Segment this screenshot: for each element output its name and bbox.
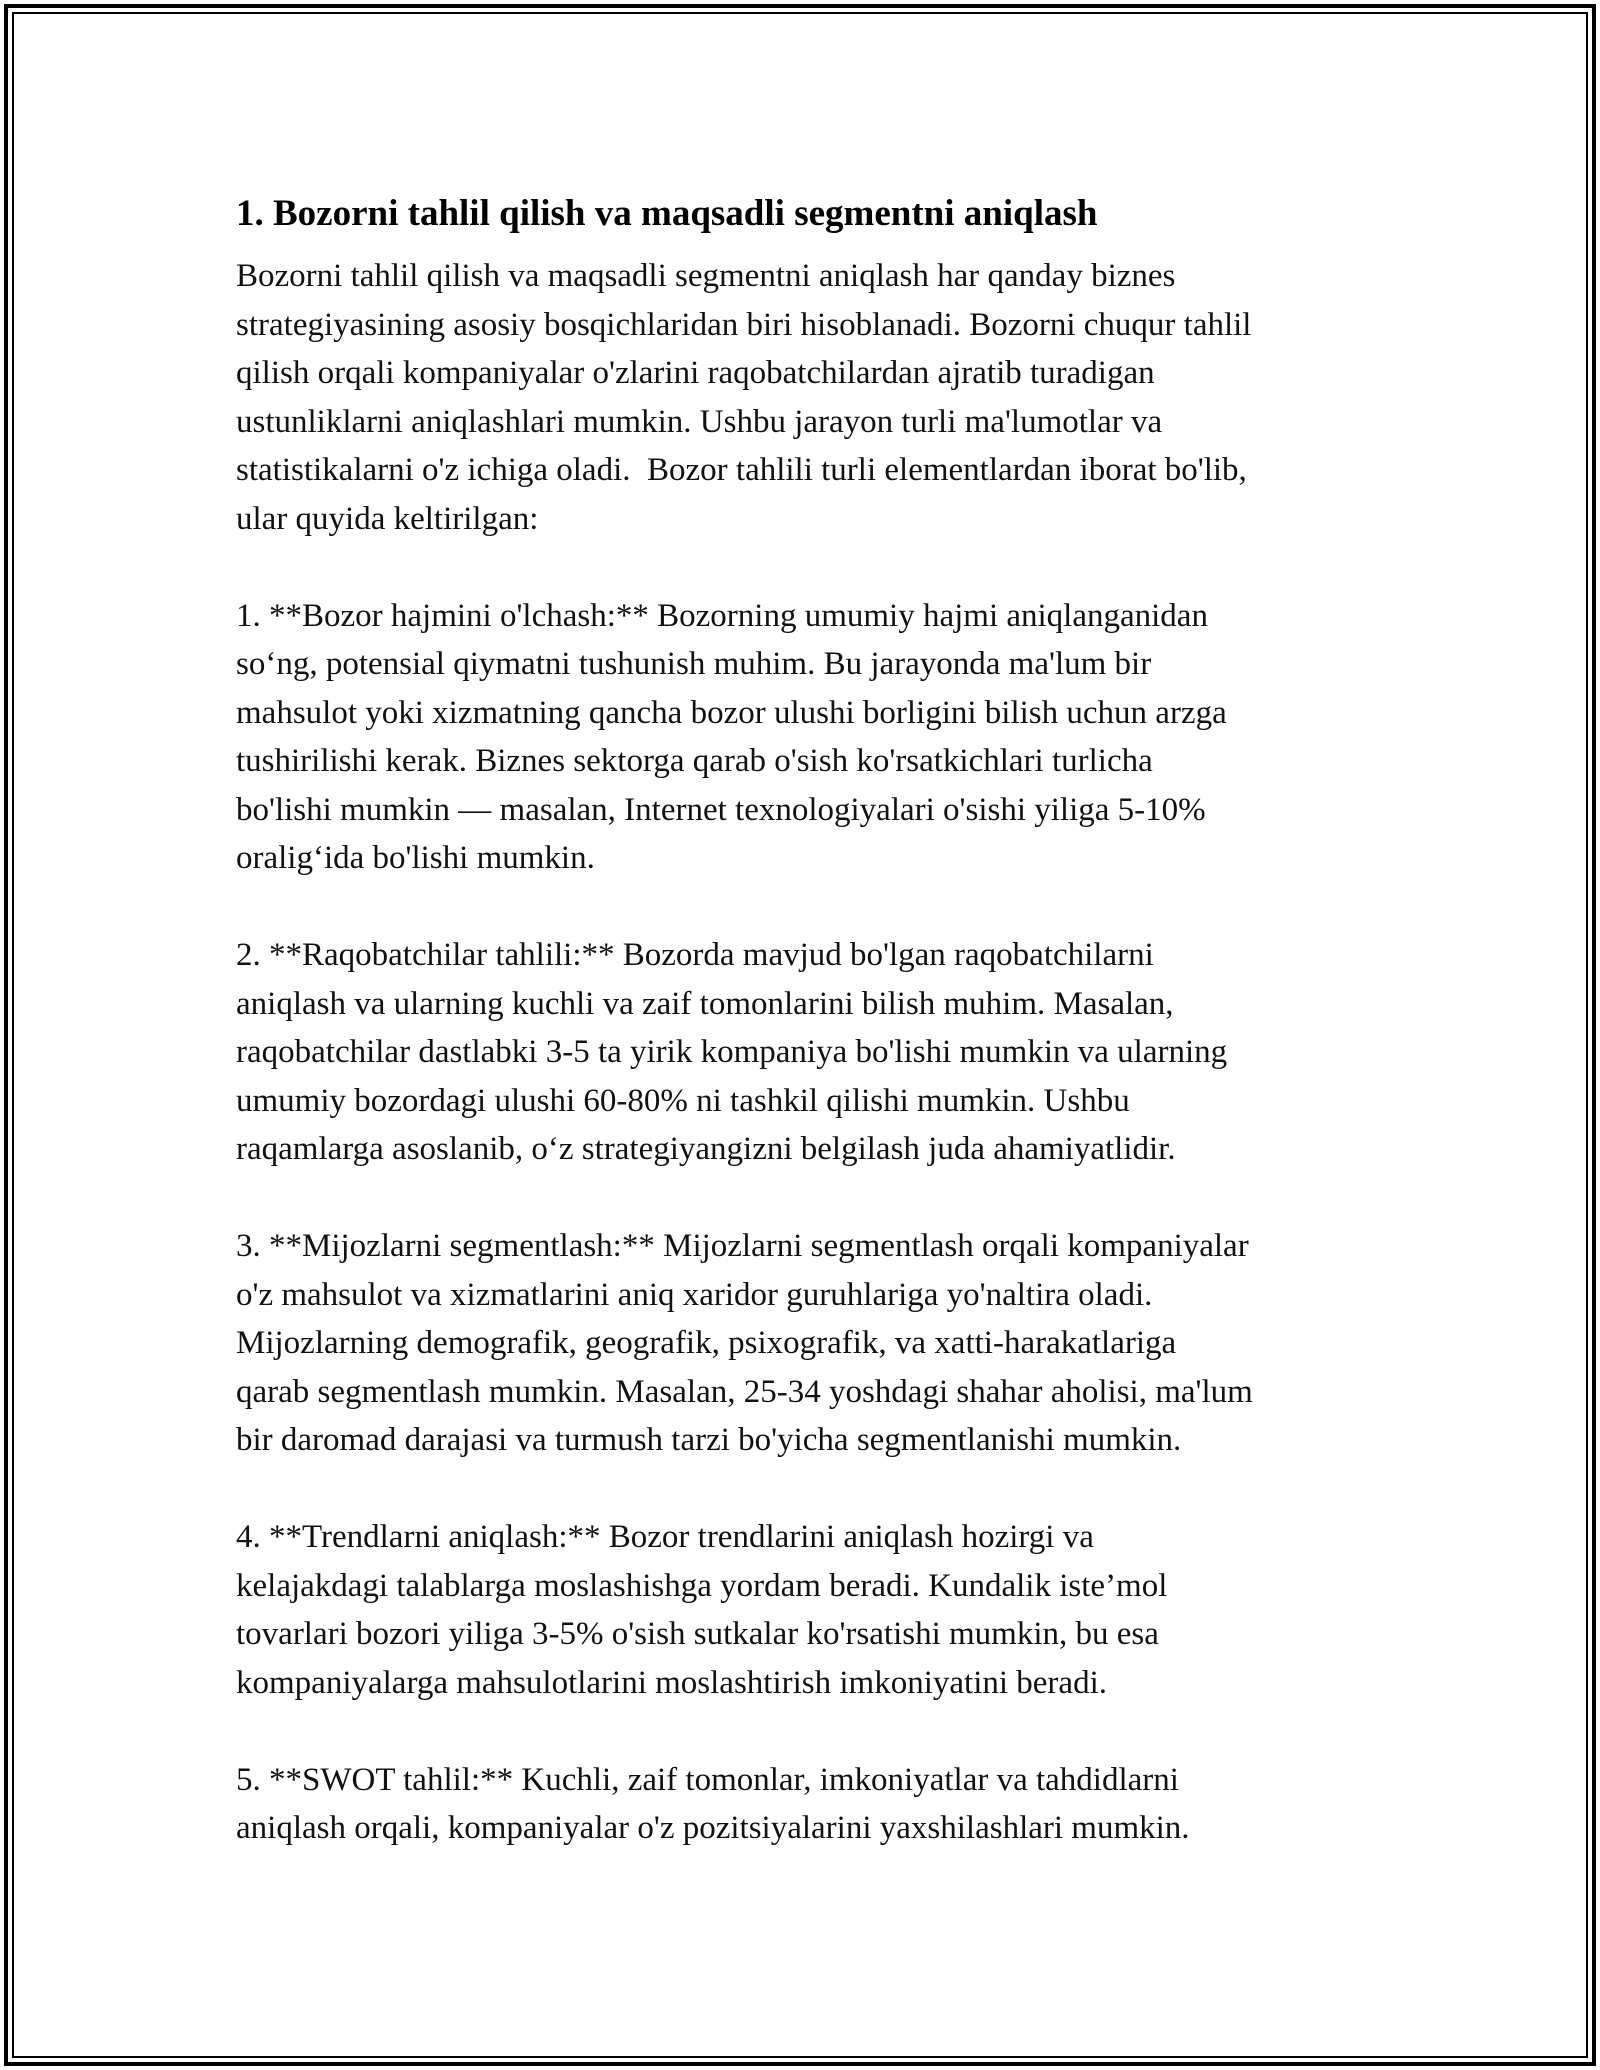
text-line: bir daromad darajasi va turmush tarzi bo'yicha segmentlanishi mumkin. xyxy=(236,1422,1182,1458)
intro-paragraph xyxy=(236,252,1376,543)
text-line: qarab segmentlash mumkin. Masalan, 25-34 yoshdagi shahar aholisi, ma'lum xyxy=(236,1373,1253,1410)
text-line: strategiyasining asosiy bosqichlaridan biri hisoblanadi. Bozorni chuqur tahlil xyxy=(236,306,1252,343)
text-line: ular quyida keltirilgan: xyxy=(236,500,539,537)
text-line: kompaniyalarga mahsulotlarini moslashtirish imkoniyatini beradi. xyxy=(236,1664,1107,1701)
list-item-swot xyxy=(236,1756,1376,1853)
text-line: o'z mahsulot va xizmatlarini aniq xaridor guruhlariga yo'naltira oladi. xyxy=(236,1276,1153,1313)
text-line: raqamlarga asoslanib, o‘z strategiyangizni belgilash juda ahamiyatlidir. xyxy=(236,1131,1176,1167)
text-line: ustunliklarni aniqlashlari mumkin. Ushbu jarayon turli ma'lumotlar va xyxy=(236,403,1163,440)
text-line: raqobatchilar dastlabki 3-5 ta yirik kompaniya bo'lishi mumkin va ularning xyxy=(236,1034,1228,1070)
text-line: 3. **Mijozlarni segmentlash:** Mijozlarni segmentlash orqali kompaniyalar xyxy=(236,1228,1249,1264)
text-line: Bozorni tahlil qilish va maqsadli segmentni aniqlash har qanday biznes xyxy=(236,258,1176,294)
text-line: statistikalarni o'z ichiga oladi. Bozor tahlili turli elementlardan iborat bo'lib, xyxy=(236,452,1247,488)
text-line: umumiy bozordagi ulushi 60-80% ni tashkil qilishi mumkin. Ushbu xyxy=(236,1082,1130,1119)
text-line: tovarlari bozori yiliga 3-5% o'sish sutkalar ko'rsatishi mumkin, bu esa xyxy=(236,1616,1159,1652)
text-line: aniqlash orqali, kompaniyalar o'z pozitsiyalarini yaxshilashlari mumkin. xyxy=(236,1810,1190,1846)
text-line: 2. **Raqobatchilar tahlili:** Bozorda mavjud bo'lgan raqobatchilarni xyxy=(236,937,1154,973)
text-line: oralig‘ida bo'lishi mumkin. xyxy=(236,840,595,876)
list-item-market-size xyxy=(236,592,1376,883)
text-line: tushirilishi kerak. Biznes sektorga qarab o'sish ko'rsatkichlari turlicha xyxy=(236,743,1153,779)
list-item-segmentation xyxy=(236,1222,1376,1465)
document-title: 1. Bozorni tahlil qilish va maqsadli segmentni aniqlash xyxy=(236,193,1098,234)
list-item-competitors xyxy=(236,931,1376,1174)
text-line: mahsulot yoki xizmatning qancha bozor ulushi borligini bilish uchun arzga xyxy=(236,694,1227,731)
text-line: 1. **Bozor hajmini o'lchash:** Bozorning umumiy hajmi aniqlanganidan xyxy=(236,597,1208,634)
text-line: kelajakdagi talablarga moslashishga yordam beradi. Kundalik iste’mol xyxy=(236,1567,1168,1604)
text-line: bo'lishi mumkin — masalan, Internet texnologiyalari o'sishi yiliga 5-10% xyxy=(236,791,1206,828)
text-line: 5. **SWOT tahlil:** Kuchli, zaif tomonlar, imkoniyatlar va tahdidlarni xyxy=(236,1761,1179,1798)
text-line: aniqlash va ularning kuchli va zaif tomonlarini bilish muhim. Masalan, xyxy=(236,985,1174,1022)
text-line: Mijozlarning demografik, geografik, psixografik, va xatti-harakatlariga xyxy=(236,1325,1177,1361)
list-item-trends xyxy=(236,1513,1376,1707)
document-content xyxy=(236,186,1376,1901)
text-line: qilish orqali kompaniyalar o'zlarini raqobatchilardan ajratib turadigan xyxy=(236,355,1155,391)
text-line: so‘ng, potensial qiymatni tushunish muhim. Bu jarayonda ma'lum bir xyxy=(236,646,1152,682)
text-line: 4. **Trendlarni aniqlash:** Bozor trendlarini aniqlash hozirgi va xyxy=(236,1519,1094,1555)
